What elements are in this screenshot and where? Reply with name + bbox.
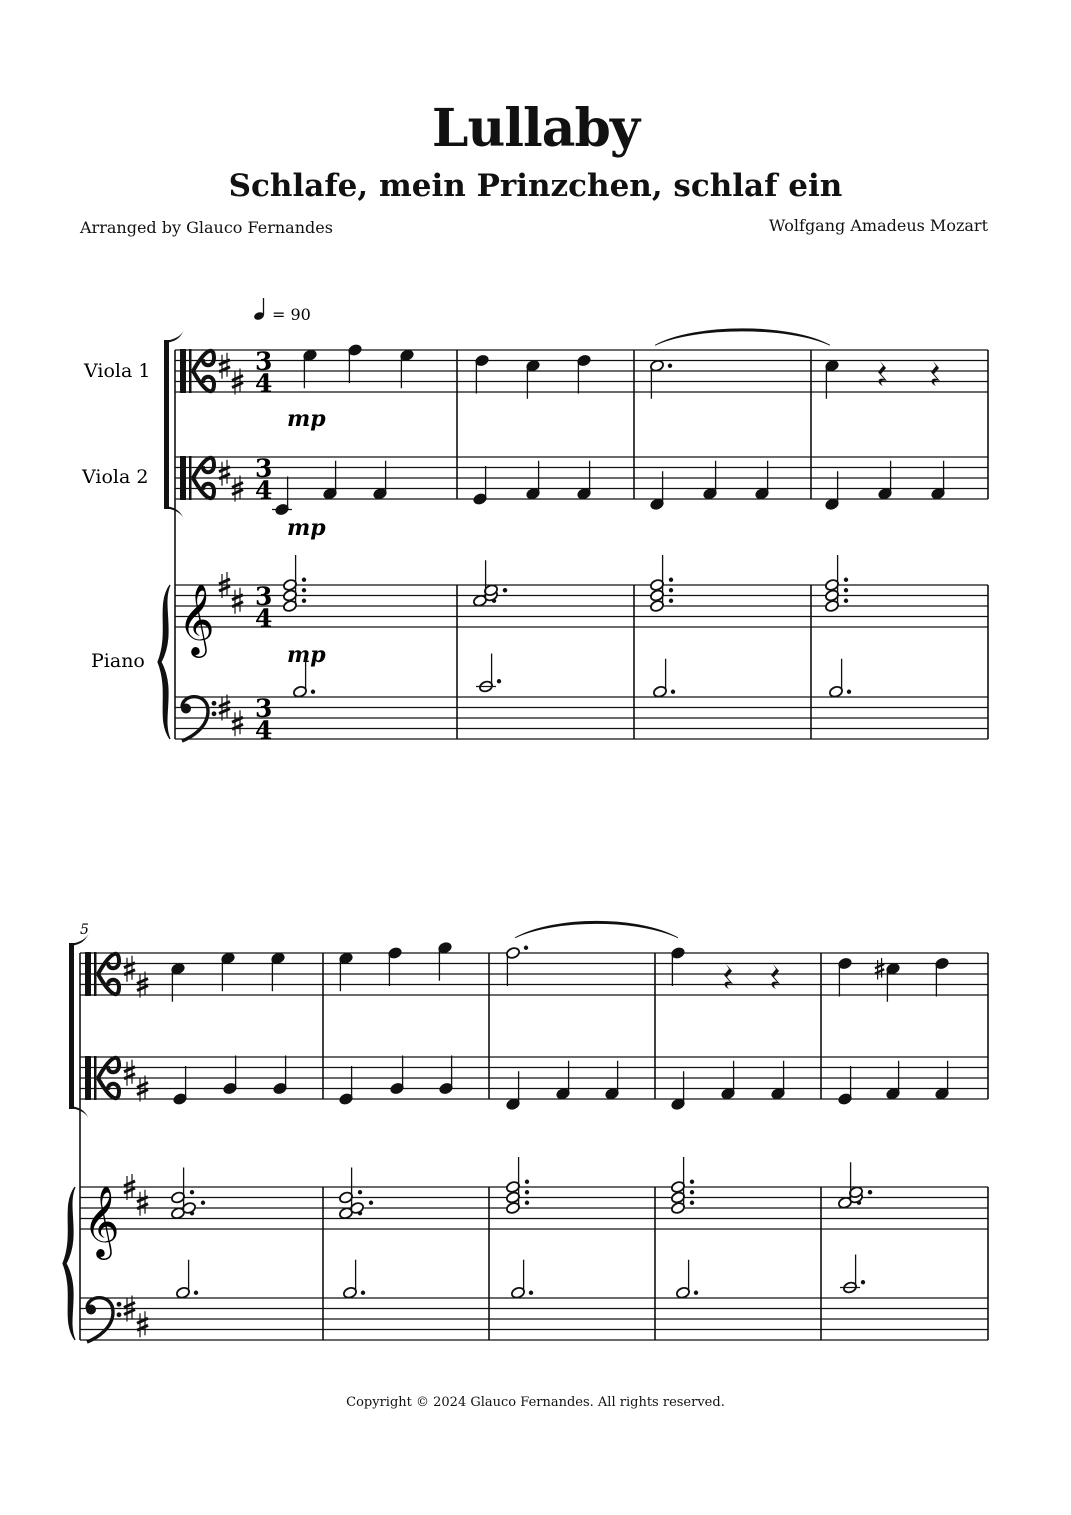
dynamic-mp: mp [287,515,326,541]
sharp-sign [124,1188,135,1193]
sharp-sign [219,579,230,584]
time-signature-denominator: 4 [255,716,273,745]
augmentation-dot [525,1201,529,1205]
instrument-label-piano: Piano [91,650,145,672]
sharp-sign [124,1310,135,1315]
bass-clef [87,1298,113,1342]
quarter-rest [931,361,940,386]
bass-clef [117,1312,122,1317]
augmentation-dot [844,578,848,582]
sharp-sign [232,490,243,495]
augmentation-dot [690,1190,694,1194]
tempo-marking [253,298,311,324]
augmentation-dot [201,1201,205,1205]
augmentation-dot [524,946,528,950]
piano-brace [158,585,170,739]
bass-clef [181,704,191,714]
alto-clef [180,456,186,500]
bass-clef [182,697,208,741]
sharp-sign [124,1303,135,1308]
augmentation-dot [668,364,672,368]
time-signature-denominator: 4 [255,369,273,398]
augmentation-dot [844,599,848,603]
augmentation-dot [690,1180,694,1184]
augmentation-dot [302,578,306,582]
alto-clef [94,1056,97,1100]
augmentation-dot [369,1201,373,1205]
sharp-sign [137,1083,148,1088]
sharp-sign [232,383,243,388]
augmentation-dot [311,690,315,694]
copyright-notice: Copyright © 2024 Glauco Fernandes. All rights reserved. [346,1395,725,1410]
sharp-sign [232,483,243,488]
augmentation-dot [302,599,306,603]
sharp-sign [124,1181,135,1186]
sharp-sign [875,969,884,973]
sharp-sign [137,1090,148,1095]
sharp-sign [219,586,230,591]
dynamic-mp: mp [287,406,326,432]
augmentation-dot [302,588,306,592]
augmentation-dot [690,1201,694,1205]
augmentation-dot [503,588,507,592]
augmentation-dot [525,1180,529,1184]
piano-brace [63,1187,75,1340]
time-signature-numerator: 3 [255,582,273,611]
bass-clef [212,711,217,716]
dynamic-mp: mp [287,642,326,668]
bass-clef [86,1305,96,1315]
augmentation-dot [669,588,673,592]
score-subtitle: Schlafe, mein Prinzchen, schlaf ein [228,168,843,204]
augmentation-dot [669,578,673,582]
instrument-label-viola2: Viola 2 [82,466,149,488]
tempo-text: = 90 [272,305,311,324]
sharp-sign [137,986,148,991]
instrument-label-viola1: Viola 1 [84,360,151,382]
tie-slur [515,921,678,938]
alto-clef [94,952,97,996]
group-bracket [69,943,74,1109]
augmentation-dot [694,1291,698,1295]
sharp-sign [219,709,230,714]
augmentation-dot [847,690,851,694]
time-signature-numerator: 3 [255,347,273,376]
augmentation-dot [525,1190,529,1194]
quarter-rest [724,964,733,989]
composer-credit: Wolfgang Amadeus Mozart [768,216,988,235]
bass-clef [117,1302,122,1307]
alto-clef [189,349,192,393]
augmentation-dot [861,1280,865,1284]
score-title: Lullaby [431,98,640,159]
measure-number: 5 [80,922,89,938]
sharp-sign [232,376,243,381]
time-signature-denominator: 4 [255,476,273,505]
augmentation-dot [844,588,848,592]
alto-clef [85,952,91,996]
treble-clef: 𝄞 [178,582,215,655]
sharp-sign [137,979,148,984]
quarter-rest [878,361,887,386]
time-signature-numerator: 3 [255,694,273,723]
augmentation-dot [868,1190,872,1194]
alto-clef [85,1056,91,1100]
time-signature-numerator: 3 [255,454,273,483]
music-notation [63,329,988,1342]
time-signature-denominator: 4 [255,604,273,633]
augmentation-dot [529,1291,533,1295]
sharp-sign [875,964,884,968]
group-bracket [69,1106,89,1119]
arranger-credit: Arranged by Glauco Fernandes [80,218,333,237]
augmentation-dot [194,1291,198,1295]
augmentation-dot [361,1291,365,1295]
augmentation-dot [358,1190,362,1194]
quarter-rest [771,964,780,989]
augmentation-dot [671,690,675,694]
treble-clef: 𝄞 [83,1184,120,1257]
bass-clef [212,701,217,706]
group-bracket [164,506,184,519]
tie-slur [655,329,830,346]
group-bracket [164,340,169,509]
sharp-sign [219,702,230,707]
group-bracket [164,330,184,343]
augmentation-dot [669,599,673,603]
alto-clef [180,349,186,393]
alto-clef [189,456,192,500]
augmentation-dot [190,1190,194,1194]
augmentation-dot [497,679,501,683]
